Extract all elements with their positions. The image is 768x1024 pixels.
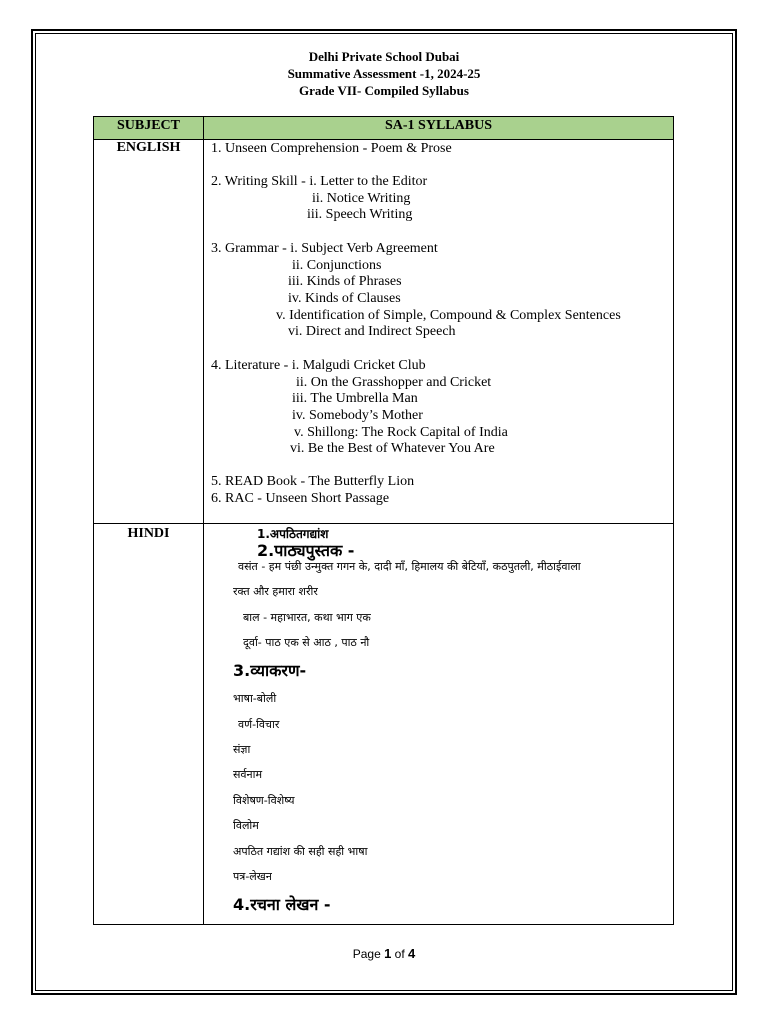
list-item: भाषा-बोली — [233, 692, 277, 705]
list-item: 4.रचना लेखन - — [233, 895, 331, 914]
page-total: 4 — [408, 946, 416, 961]
list-item: iii. Speech Writing — [307, 207, 413, 222]
list-item: iii. Kinds of Phrases — [288, 274, 402, 289]
list-item: दूर्वा- पाठ एक से आठ , पाठ नौ — [243, 636, 370, 649]
page-word: Page — [352, 947, 381, 961]
list-item: v. Identification of Simple, Compound & Complex Sentences — [276, 308, 621, 323]
list-item: 2.पाठ्यपुस्तक - — [257, 541, 355, 560]
list-item: ii. On the Grasshopper and Cricket — [296, 375, 492, 390]
list-item: रक्त और हमारा शरीर — [233, 585, 318, 598]
list-item: vi. Be the Best of Whatever You Are — [290, 441, 495, 456]
list-item: iv. Kinds of Clauses — [288, 291, 401, 306]
page-footer — [0, 946, 768, 961]
table-row-english — [94, 140, 674, 524]
list-item: पत्र-लेखन — [233, 870, 272, 883]
list-item: 2. Writing Skill - i. Letter to the Editor — [211, 174, 428, 189]
list-item: संज्ञा — [233, 743, 251, 756]
list-item: ii. Notice Writing — [312, 191, 411, 206]
document-header — [0, 48, 768, 99]
list-item: 1. Unseen Comprehension - Poem & Prose — [211, 141, 452, 156]
page-number: 1 — [384, 946, 392, 961]
list-item: वर्ण-विचार — [238, 718, 280, 731]
assessment-title: Summative Assessment -1, 2024-25 — [287, 66, 481, 81]
list-item: 5. READ Book - The Butterfly Lion — [211, 474, 415, 489]
school-name: Delhi Private School Dubai — [308, 49, 460, 64]
syllabus-table — [93, 116, 674, 925]
english-syllabus — [204, 140, 674, 524]
table-row-hindi — [94, 524, 674, 925]
list-item: ii. Conjunctions — [292, 258, 382, 273]
list-item: 3.व्याकरण- — [233, 661, 307, 680]
list-item: विलोम — [233, 819, 259, 832]
hindi-syllabus — [204, 524, 674, 925]
list-item: अपठित गद्यांश की सही सही भाषा — [233, 845, 368, 858]
list-item: सर्वनाम — [233, 768, 263, 781]
list-item: विशेषण-विशेष्य — [233, 794, 295, 807]
table-header-row — [94, 117, 674, 140]
syllabus-column-header: SA-1 SYLLABUS — [204, 117, 674, 140]
grade-title: Grade VII- Compiled Syllabus — [299, 83, 469, 98]
subject-hindi: HINDI — [94, 524, 204, 925]
list-item: v. Shillong: The Rock Capital of India — [294, 425, 508, 440]
subject-column-header: SUBJECT — [94, 117, 204, 140]
list-item: 4. Literature - i. Malgudi Cricket Club — [211, 358, 426, 373]
list-item: vi. Direct and Indirect Speech — [288, 324, 456, 339]
subject-english: ENGLISH — [94, 140, 204, 524]
list-item: वसंत - हम पंछी उन्मुक्त गगन के, दादी माँ, हिमालय की बेटियाँ, कठपुतली, मीठाईवाला — [238, 560, 581, 573]
list-item: iii. The Umbrella Man — [292, 391, 418, 406]
list-item: बाल - महाभारत, कथा भाग एक — [243, 611, 371, 624]
list-item: 6. RAC - Unseen Short Passage — [211, 491, 390, 506]
list-item: 1.अपठितगद्यांश — [257, 527, 329, 541]
list-item: iv. Somebody’s Mother — [292, 408, 423, 423]
of-word: of — [394, 947, 405, 961]
list-item: 3. Grammar - i. Subject Verb Agreement — [211, 241, 438, 256]
